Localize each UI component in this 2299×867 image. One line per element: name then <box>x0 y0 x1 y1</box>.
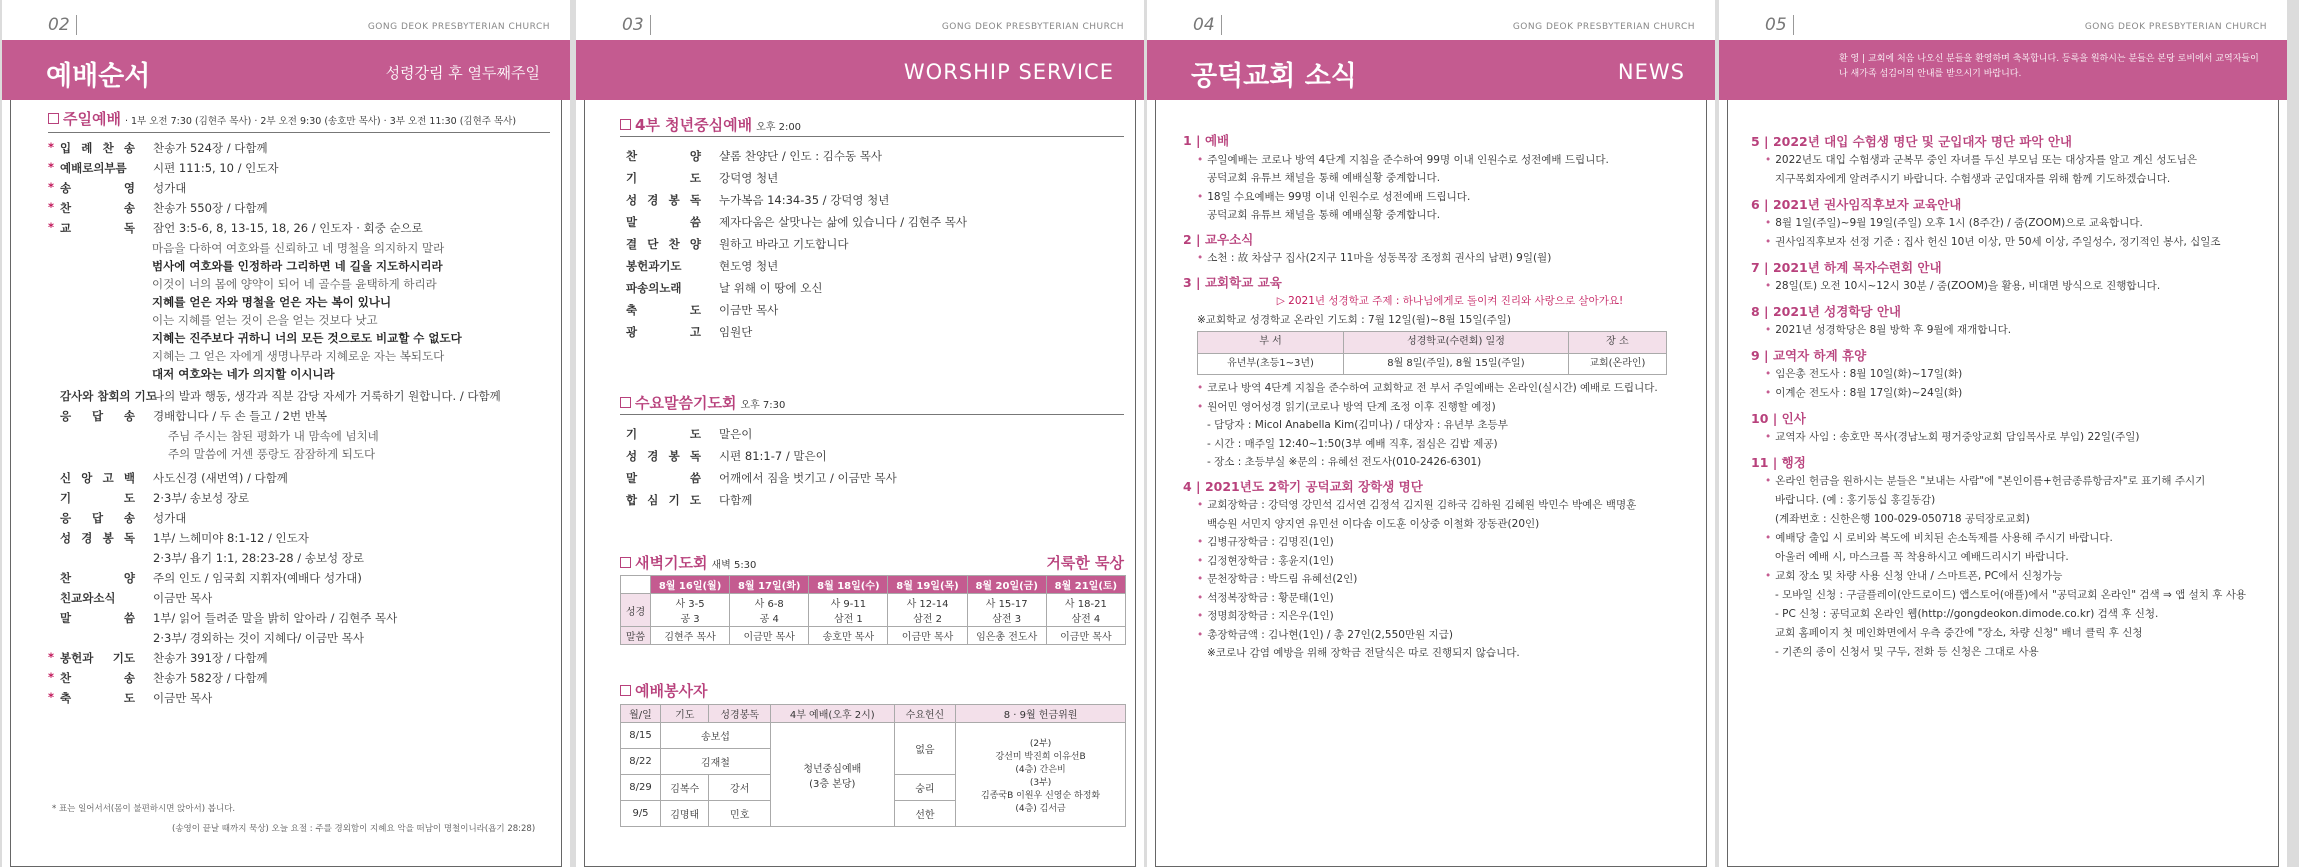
preacher-row <box>621 627 1126 645</box>
news-heading: 6 | 2021년 권사임직후보자 교육안내 <box>1751 197 1962 212</box>
square-icon <box>620 397 631 408</box>
vbs-cell: 유년부(초등1~3년) <box>1198 353 1344 375</box>
row-label: * 찬 송 <box>60 670 135 686</box>
row-header: 말씀 <box>621 627 651 645</box>
news-line: • 교회 장소 및 차량 사용 신청 안내 / 스마트폰, PC에서 신청가능 <box>1751 567 2276 586</box>
welcome-text: 환 영 | 교회에 처음 나오신 분들을 환영하며 축복합니다. 등록을 원하시는 분들은 본당 로비에서 교역자들이나 새가족 섬김이의 안내를 받으시기 바랍니다. <box>1839 54 2259 79</box>
section-time: 오후 2:00 <box>756 122 802 133</box>
vbs-header-cell: 장 소 <box>1568 332 1666 354</box>
news-heading: 10 | 인사 <box>1751 411 1806 426</box>
scholarship-line: • 총장학금액 : 김나현(1인) / 총 27인(2,550만원 지급) <box>1183 626 1703 645</box>
header-band <box>2 40 570 100</box>
volunteer-table <box>620 704 1126 827</box>
responsive-reading-line: 이는 지혜를 얻는 것이 은을 얻는 것보다 낫고 <box>152 313 378 327</box>
vbs-theme: ▷ 2021년 성경학교 주제 : 하나님에게로 돌이켜 진리와 사랑으로 살아가요! <box>1276 295 1624 307</box>
vbs-header-cell: 성경학교(수련회) 일정 <box>1344 332 1569 354</box>
page-subtitle: 성령강림 후 열두째주일 <box>385 64 540 82</box>
news-heading: 8 | 2021년 성경학당 안내 <box>1751 304 1901 319</box>
row-value: 2·3부/ 경외하는 것이 지혜다/ 이금만 목사 <box>153 631 364 645</box>
row-label: 말 씀 <box>626 471 701 485</box>
vbs-cell: 8월 8일(주일), 8월 15일(주일) <box>1344 353 1569 375</box>
scholarship-line: • 석정복장학금 : 황문태(1인) <box>1183 589 1703 608</box>
row-value: 찬송가 550장 / 다함께 <box>153 201 268 215</box>
date-row <box>621 576 1126 594</box>
scripture-cell: 사 18-21 삼전 4 <box>1046 594 1125 627</box>
news-line: 공덕교회 유튜브 채널을 통해 예배실황 중계합니다. <box>1207 172 1441 184</box>
row-header: 성경 <box>621 594 651 627</box>
vbs-header-cell: 부 서 <box>1198 332 1344 354</box>
church-name: GONG DEOK PRESBYTERIAN CHURCH <box>941 22 1124 32</box>
wed-cell: 숭리 <box>894 775 955 801</box>
scripture-cell: 사 6-8 공 4 <box>730 594 809 627</box>
row-value: 이금만 목사 <box>719 303 779 317</box>
date-cell: 8/29 <box>621 775 661 801</box>
news-line: - PC 신청 : 공덕교회 온라인 웹(http://gongdeokon.dimode.co.kr) 검색 후 신청. <box>1775 608 2159 620</box>
page-title-en: NEWS <box>1617 60 1685 84</box>
scripture-cell: 사 12-14 삼전 2 <box>888 594 967 627</box>
preacher-cell: 이금만 목사 <box>888 627 967 645</box>
date-cell: 8월 17일(화) <box>730 576 809 594</box>
section-sunday-worship <box>48 108 516 129</box>
scholarship-line: • 김병규장학금 : 김명진(1인) <box>1183 533 1703 552</box>
row-value: 원하고 바라고 기도합니다 <box>719 237 849 251</box>
church-name: GONG DEOK PRESBYTERIAN CHURCH <box>367 22 550 32</box>
page-title: WORSHIP SERVICE <box>903 60 1114 84</box>
vbs-cell: 교회(온라인) <box>1568 353 1666 375</box>
order-of-service <box>60 140 560 840</box>
church-name: GONG DEOK PRESBYTERIAN CHURCH <box>1512 22 1695 32</box>
header-cell: 월/일 <box>621 705 661 723</box>
row-value: 말은이 <box>719 427 753 441</box>
row-label: 찬 양 <box>60 571 135 585</box>
responsive-reading-line: 지혜를 얻은 자와 명철을 얻은 자는 복이 있나니 <box>152 295 392 309</box>
news-heading: 7 | 2021년 하계 목자수련회 안내 <box>1751 260 1942 275</box>
row-label: * 찬 송 <box>60 200 135 216</box>
section-title: 예배봉사자 <box>635 682 708 700</box>
date-cell: 8/22 <box>621 749 661 775</box>
news-line: 공덕교회 유튜브 채널을 통해 예배실황 중계합니다. <box>1207 209 1441 221</box>
row-label: 성 경 봉 독 <box>626 193 701 207</box>
responsive-reading-line: 대저 여호와는 네가 의지할 이시니라 <box>152 367 335 381</box>
row-value: 성가대 <box>153 181 187 195</box>
page-number: 03 <box>622 15 651 35</box>
prayer-cell: 김복수 <box>661 775 709 801</box>
page-02 <box>2 0 570 867</box>
preacher-cell: 임은총 전도사 <box>967 627 1046 645</box>
scripture-row <box>621 594 1126 627</box>
prayer-cell: 김명태 <box>661 801 709 827</box>
row-value: 성가대 <box>153 511 187 525</box>
scholarship-line: • 교회장학금 : 강덕영 강민석 김서연 김정석 김지원 김하국 김하원 김혜원 박민수 박예은 백명훈 <box>1183 496 1703 515</box>
responsive-reading-line: 지혜는 그 얻은 자에게 생명나무라 지혜로운 자는 복되도다 <box>152 349 445 363</box>
row-value: 사도신경 (새번역) / 다함께 <box>153 471 288 485</box>
date-cell: 9/5 <box>621 801 661 827</box>
square-icon <box>620 685 631 696</box>
date-cell: 8/15 <box>621 723 661 749</box>
row-value: 찬송가 582장 / 다함께 <box>153 671 268 685</box>
page-05 <box>1719 0 2287 867</box>
news-heading: 4 | 2021년도 2학기 공덕교회 장학생 명단 <box>1183 478 1423 494</box>
wednesday-order <box>626 426 1126 516</box>
vbs-row <box>1198 353 1667 375</box>
reading-cell: 강서 <box>709 775 770 801</box>
news-line: • 예배당 출입 시 로비와 복도에 비치된 손소독제를 사용해 주시기 바랍니다. <box>1751 529 2276 548</box>
row-value: 주의 인도 / 임국회 지휘자(예배다 성가대) <box>153 571 362 585</box>
header-cell: 4부 예배(오후 2시) <box>770 705 894 723</box>
row-label: 응 답 송 <box>60 409 135 423</box>
youth-cell: 청년중심예배 (3층 본당) <box>770 723 894 827</box>
section-title: 수요말씀기도회 <box>635 394 737 412</box>
news-line: • 18일 수요예배는 99명 이내 인원수로 성전예배 드립니다. <box>1183 188 1703 207</box>
page-number: 02 <box>48 15 77 35</box>
section-wednesday-prayer <box>620 392 785 413</box>
row-value: 제자다움은 살맛나는 삶에 있습니다 / 김현주 목사 <box>719 215 967 229</box>
news-line: • 임은총 전도사 : 8월 10일(화)~17일(화) <box>1751 365 2276 384</box>
news-line: - 기존의 종이 신청서 및 구두, 전화 등 신청은 그대로 사용 <box>1775 646 2039 658</box>
prayer-cell: 송보섭 <box>661 723 771 749</box>
news-line: (계좌번호 : 신한은행 100-029-050718 공덕장로교회) <box>1775 513 2030 525</box>
row-label: 광 고 <box>626 325 701 339</box>
section-dawn-prayer <box>620 552 756 573</box>
row-value: 현도영 청년 <box>719 259 779 273</box>
square-icon <box>620 557 631 568</box>
scripture-cell: 사 3-5 공 3 <box>650 594 729 627</box>
row-label: * 축 도 <box>60 690 135 706</box>
section-time: 오후 7:30 <box>740 400 786 411</box>
vbs-header <box>1198 332 1667 354</box>
news-list <box>1751 126 2276 662</box>
daily-verse: (송영이 끝날 때까지 묵상) 오늘 요절 : 주를 경외함이 지혜요 악을 떠남이 명철이니라(욥기 28:28) <box>172 824 536 834</box>
preacher-cell: 김현주 목사 <box>650 627 729 645</box>
preacher-cell: 송호만 목사 <box>809 627 888 645</box>
row-label: 기 도 <box>60 491 135 505</box>
section-title: 새벽기도회 <box>635 554 708 572</box>
news-line: • 28일(토) 오전 10시~12시 30분 / 줌(ZOOM)을 활용, 비대면 방식으로 진행합니다. <box>1751 277 2276 296</box>
news-line: • 소천 : 故 차삼구 집사(2지구 11마을 성동목장 조정희 권사의 남편) 9일(월) <box>1183 249 1703 268</box>
scholarship-line: • 문천장학금 : 박드림 유혜선(2인) <box>1183 570 1703 589</box>
page-04 <box>1147 0 1715 867</box>
row-value: 다함께 <box>719 493 753 507</box>
header-row <box>621 705 1126 723</box>
row-value: 어깨에서 짐을 벗기고 / 이금만 목사 <box>719 471 897 485</box>
section-time: 새벽 5:30 <box>711 560 757 571</box>
scholarship-line: 백승원 서민지 양지연 유민선 이다솜 이도훈 이상중 이철화 장동관(20인) <box>1207 517 1540 530</box>
news-line: 바랍니다. (예 : 홍기동십 홍길동감) <box>1775 494 1936 506</box>
responsive-reading-line: 이것이 너의 몸에 양약이 되어 네 골수를 윤택하게 하리라 <box>152 277 437 291</box>
news-line: • 주일예배는 코로나 방역 4단계 지침을 준수하여 99명 이내 인원수로 성전예배 드립니다. <box>1183 151 1703 170</box>
header-band <box>576 40 1144 100</box>
news-line: 지구목회자에게 알려주시기 바랍니다. 수험생과 군입대자를 위해 함께 기도하겠습니다. <box>1775 173 2171 185</box>
square-icon <box>48 113 59 124</box>
row-value: 2·3부/ 욥기 1:1, 28:23-28 / 송보성 장로 <box>153 551 364 565</box>
row-value: 2·3부/ 송보성 장로 <box>153 491 250 505</box>
row-label: 성 경 봉 독 <box>626 449 701 463</box>
wed-cell: 없음 <box>894 723 955 775</box>
news-line: • 온라인 헌금을 원하시는 분들은 "보내는 사람"에 "본인이름+헌금종류항금자"로 표기해 주시기 <box>1751 472 2276 491</box>
row-value: 이금만 목사 <box>153 591 213 605</box>
section-title: 주일예배 <box>63 110 121 128</box>
news-heading: 9 | 교역자 하계 휴양 <box>1751 348 1867 363</box>
page-title: 예배순서 <box>46 61 151 92</box>
header-cell: 수요헌신 <box>894 705 955 723</box>
news-heading: 2 | 교우소식 <box>1183 231 1254 247</box>
dawn-prayer-table <box>620 575 1126 645</box>
vbs-prayer: ※교회학교 성경학교 온라인 기도회 : 7월 12일(월)~8월 15일(주일) <box>1197 313 1511 326</box>
row-value: 시편 81:1-7 / 말은이 <box>719 449 827 463</box>
row-label: 기 도 <box>626 171 701 185</box>
news-line: • 교역자 사임 : 송호만 목사(경남노회 평거중앙교회 담임목사로 부임) 22일(주일) <box>1751 428 2276 447</box>
row-value: 누가복음 14:34-35 / 강덕영 청년 <box>719 193 890 207</box>
news-list <box>1183 126 1703 663</box>
header-cell: 기도 <box>661 705 709 723</box>
news-line: - 장소 : 초등부실 ※문의 : 유혜선 전도사(010-2426-6301) <box>1207 456 1482 468</box>
row-label: * 예배로의부름 <box>60 160 135 176</box>
row-label: 축 도 <box>626 303 701 317</box>
row-value: 찬송가 391장 / 다함께 <box>153 651 268 665</box>
news-heading: 1 | 예배 <box>1183 133 1230 148</box>
row-label: 응 답 송 <box>60 511 135 525</box>
preacher-cell: 이금만 목사 <box>730 627 809 645</box>
scholarship-line: ※코로나 감염 예방을 위해 장학금 전달식은 따로 진행되지 않습니다. <box>1207 647 1520 659</box>
responsive-reading-line: 마음을 다하여 여호와를 신뢰하고 네 명철을 의지하지 말라 <box>152 241 445 255</box>
row-value: 찬송가 524장 / 다함께 <box>153 141 268 155</box>
response-line: 주의 말씀에 거센 풍랑도 잠잠하게 되도다 <box>168 447 376 461</box>
news-line: - 모바일 신청 : 구글플레이(안드로이드) 앱스토어(애플)에서 "공덕교회 온라인" 검색 ⇒ 앱 설치 후 사용 <box>1775 589 2246 601</box>
page-03 <box>576 0 1144 867</box>
date-cell: 8월 21일(토) <box>1046 576 1125 594</box>
vbs-table <box>1197 331 1667 375</box>
divider <box>48 132 550 133</box>
row-label: * 교 독 <box>60 220 135 236</box>
row-value: 임원단 <box>719 325 753 339</box>
scripture-cell: 사 15-17 삼전 3 <box>967 594 1046 627</box>
volunteer-row <box>621 723 1126 749</box>
header-cell: 성경봉독 <box>709 705 770 723</box>
news-line: • 코로나 방역 4단계 지침을 준수하여 교회학교 전 부서 주일예배는 온라인(실시간) 예배로 드립니다. <box>1183 379 1703 398</box>
row-label: 신 앙 고 백 <box>60 471 135 485</box>
date-cell: 8월 16일(월) <box>650 576 729 594</box>
service-times: · 1부 오전 7:30 (김현주 목사) · 2부 오전 9:30 (송호만 목사) · 3부 오전 11:30 (김현주 목사) <box>124 116 517 127</box>
date-cell: 8월 18일(수) <box>809 576 888 594</box>
row-label: 성 경 봉 독 <box>60 531 135 545</box>
scholarship-line: • 정명희장학금 : 지은우(1인) <box>1183 607 1703 626</box>
scholarship-line: • 김정현장학금 : 홍윤지(1인) <box>1183 552 1703 571</box>
row-label: 말 씀 <box>60 611 135 625</box>
header-band <box>1719 40 2287 100</box>
responsive-reading-line: 지혜는 진주보다 귀하니 너의 모든 것으로도 비교할 수 없도다 <box>152 331 462 345</box>
row-label: 결 단 찬 양 <box>626 237 701 251</box>
row-value: 경배합니다 / 두 손 들고 / 2번 반복 <box>153 409 327 423</box>
header-band <box>1147 40 1715 100</box>
footnote: * 표는 일어서서(몸이 불편하시면 앉아서) 봅니다. <box>52 804 236 814</box>
church-name: GONG DEOK PRESBYTERIAN CHURCH <box>2084 22 2267 32</box>
row-value: 날 위해 이 땅에 오신 <box>719 281 823 295</box>
page-number: 05 <box>1765 15 1794 35</box>
news-line: • 2022년도 대입 수험생과 군복무 중인 자녀를 두신 부모님 또는 대상자를 알고 계신 성도님은 <box>1751 151 2276 170</box>
row-label: 파송의노래 <box>626 281 682 295</box>
holy-meditation: 거룩한 묵상 <box>1046 554 1124 572</box>
blank-cell <box>621 576 651 594</box>
news-line: 아울러 예배 시, 마스크를 꼭 착용하시고 예배드리시기 바랍니다. <box>1775 551 2069 563</box>
news-line: • 이계순 전도사 : 8월 17일(화)~24일(화) <box>1751 384 2276 403</box>
header-cell: 8 · 9월 헌금위원 <box>956 705 1126 723</box>
row-label: * 봉헌과 기도 <box>60 650 135 666</box>
square-icon <box>620 119 631 130</box>
row-label: 말 씀 <box>626 215 701 229</box>
row-value: 이금만 목사 <box>153 691 213 705</box>
row-value: 샬롬 찬양단 / 인도 : 김수동 목사 <box>719 149 882 163</box>
page-title: 공덕교회 소식 <box>1191 61 1357 92</box>
youth-order <box>626 148 1126 339</box>
news-line: • 원어민 영어성경 읽기(코로나 방역 단계 조정 이후 진행할 예정) <box>1183 398 1703 417</box>
row-label: * 입 례 찬 송 <box>60 140 135 156</box>
news-line: - 시간 : 매주일 12:40~1:50(3부 예배 직후, 점심은 김밥 제공) <box>1207 437 1498 450</box>
news-line: 교회 홈페이지 첫 메인화면에서 우측 중간에 "장소, 차량 신청" 배너 클릭 후 신청 <box>1775 627 2143 639</box>
wed-cell: 선한 <box>894 801 955 827</box>
scripture-cell: 사 9-11 삼전 1 <box>809 594 888 627</box>
responsive-reading-line: 범사에 여호와를 인정하라 그리하면 네 길을 지도하시리라 <box>152 259 443 273</box>
news-line: • 권사임직후보자 선정 기준 : 집사 헌신 10년 이상, 만 50세 이상, 주일성수, 정기적인 봉사, 십일조 <box>1751 233 2276 252</box>
date-cell: 8월 20일(금) <box>967 576 1046 594</box>
divider <box>620 414 1124 415</box>
news-line: - 담당자 : Micol Anabella Kim(김미나) / 대상자 : 유년부 초등부 <box>1207 419 1508 431</box>
news-line: • 2021년 성경학당은 8월 방학 후 9월에 재개합니다. <box>1751 321 2276 340</box>
divider <box>620 136 1124 137</box>
prayer-cell: 김재철 <box>661 749 771 775</box>
reading-cell: 민호 <box>709 801 770 827</box>
news-heading: 11 | 행정 <box>1751 455 1806 470</box>
row-value: 시편 111:5, 10 / 인도자 <box>153 161 279 175</box>
row-label: 찬 양 <box>626 149 701 163</box>
row-label: 감사와 참회의 기도 <box>60 389 157 403</box>
preacher-cell: 이금만 목사 <box>1046 627 1125 645</box>
row-value: 강덕영 청년 <box>719 171 779 185</box>
row-value: 잠언 3:5-6, 8, 13-15, 18, 26 / 인도자 · 회중 순으로 <box>153 221 423 235</box>
row-label: * 송 영 <box>60 180 135 196</box>
news-heading: 3 | 교회학교 교육 <box>1183 274 1282 290</box>
row-label: 기 도 <box>626 427 701 441</box>
row-value: 나의 발과 행동, 생각과 직분 감당 자세가 거룩하기 원합니다. / 다함께 <box>153 389 501 403</box>
row-label: 봉헌과기도 <box>626 259 682 273</box>
section-volunteers <box>620 680 707 701</box>
news-line: • 8월 1일(주일)~9월 19일(주일) 오후 1시 (8주간) / 줌(ZOOM)으로 교육합니다. <box>1751 214 2276 233</box>
row-value: 1부/ 느헤미야 8:1-12 / 인도자 <box>153 531 309 545</box>
date-cell: 8월 19일(목) <box>888 576 967 594</box>
row-label: 합 심 기 도 <box>626 493 701 507</box>
news-heading: 5 | 2022년 대입 수험생 명단 및 군입대자 명단 파악 안내 <box>1751 134 2072 149</box>
response-line: 주님 주시는 참된 평화가 내 맘속에 넘치네 <box>168 429 379 443</box>
row-label: 친교와소식 <box>60 591 116 605</box>
row-value: 1부/ 읽어 들려준 말을 밝히 알아라 / 김현주 목사 <box>153 611 398 625</box>
offering-cell: (2부) 강선미 박진희 이유선B (4층) 간은비 (3부) 김종국B 이원우 신영순 하정화 (4층) 김서금 <box>956 723 1126 827</box>
section-title: 4부 청년중심예배 <box>635 116 753 134</box>
page-number: 04 <box>1193 15 1222 35</box>
section-youth-worship <box>620 114 801 135</box>
